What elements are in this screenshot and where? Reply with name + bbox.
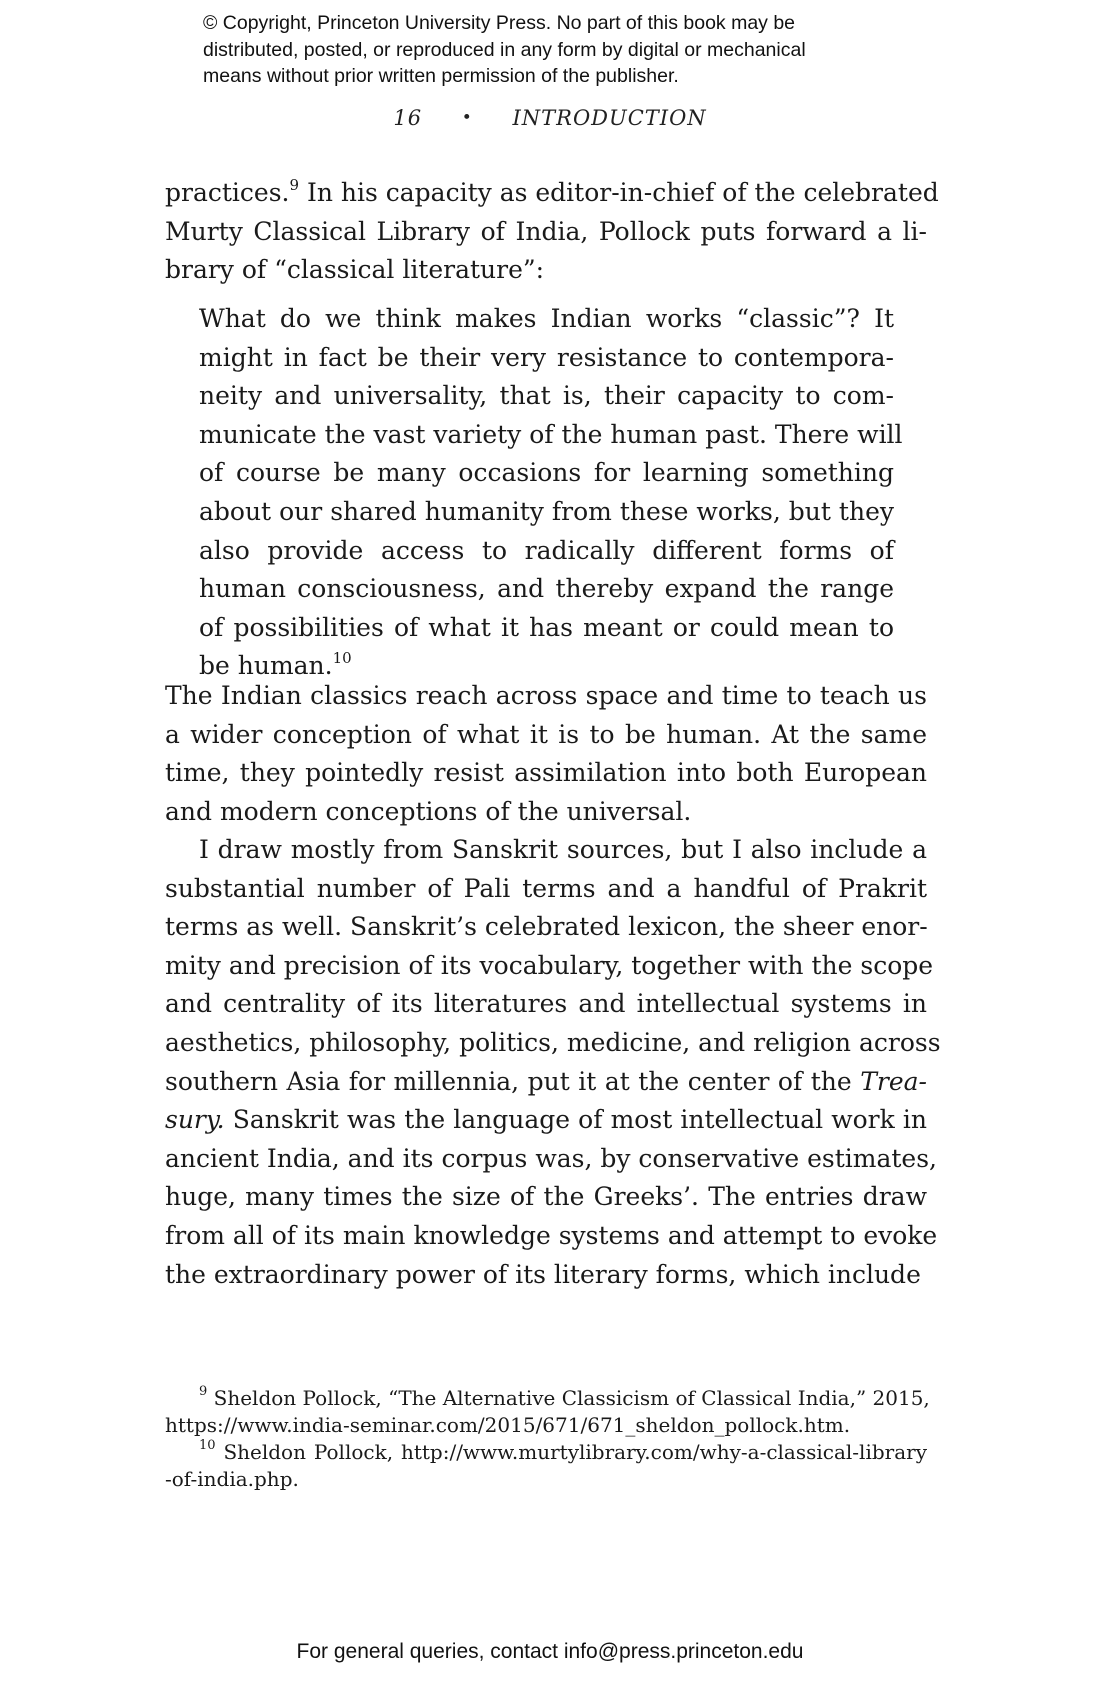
footnote-9: $^9$ Sheldon Pollock, “The Alternative Classicism of Classical India,” 2015, — [199, 1384, 930, 1410]
text-line: and centrality of its literatures and intellectual systems in — [165, 989, 927, 1019]
text-line: aesthetics, philosophy, politics, medicine, and religion across — [165, 1027, 941, 1057]
footnote-number: 9 — [199, 1384, 208, 1400]
text-line: I draw mostly from Sanskrit sources, but I also include a — [199, 835, 927, 864]
quote-line: human consciousness, and thereby expand the range — [199, 574, 894, 604]
text-line: Murty Classical Library of India, Pollock puts forward a li- — [165, 216, 927, 246]
text-line: the extraordinary power of its literary forms, which include — [165, 1259, 921, 1289]
text-line: terms as well. Sanskrit’s celebrated lexicon, the sheer enor- — [165, 912, 928, 942]
text-line: The Indian classics reach across space and time to teach us — [165, 681, 927, 710]
quote-line: of course be many occasions for learning something — [199, 458, 894, 488]
footnote-9-url[interactable]: https://www.india-seminar.com/2015/671/671_sheldon_pollock.htm. — [165, 1413, 851, 1437]
quote-line: of possibilities of what it has meant or could mean to — [199, 612, 894, 642]
text-line: and modern conceptions of the universal. — [165, 796, 692, 826]
running-head — [0, 106, 1100, 130]
paragraph-2 — [165, 677, 927, 831]
paragraph-1 — [165, 174, 939, 290]
text-line: southern Asia for millennia, put it at the center of the Trea- — [165, 1066, 927, 1096]
book-title-treasury: Trea- — [860, 1066, 927, 1096]
quote-line: What do we think makes Indian works “classic”? It — [199, 304, 894, 333]
footnotes — [165, 1384, 930, 1493]
copyright-line: distributed, posted, or reproduced in any form by digital or mechanical — [203, 38, 806, 61]
text-line: huge, many times the size of the Greeks’. The entries draw — [165, 1182, 927, 1212]
text-line: a wider conception of what it is to be human. At the same — [165, 719, 927, 749]
text-line: time, they pointedly resist assimilation into both European — [165, 758, 927, 788]
text-line: ancient India, and its corpus was, by conservative estimates, — [165, 1143, 937, 1173]
text-line: from all of its main knowledge systems and attempt to evoke — [165, 1220, 938, 1250]
copyright-line: means without prior written permission of the publisher. — [203, 65, 679, 87]
quote-line: municate the vast variety of the human past. There will — [199, 419, 903, 449]
copyright-notice — [203, 10, 923, 90]
section-title: INTRODUCTION — [512, 106, 707, 130]
quote-line: neity and universality, that is, their capacity to com- — [199, 381, 894, 411]
paragraph-3 — [165, 831, 941, 1294]
footnote-ref-9[interactable]: 9 — [289, 175, 300, 194]
book-title-treasury: sury. — [165, 1105, 225, 1135]
quote-line: might in fact be their very resistance to contempora- — [199, 342, 894, 372]
copyright-line: © Copyright, Princeton University Press. No part of this book may be — [203, 12, 796, 34]
footnote-10-url[interactable]: -of-india.php. — [165, 1467, 299, 1491]
text-line: sury. Sanskrit was the language of most intellectual work in — [165, 1105, 927, 1135]
footnote-ref-10[interactable]: 10 — [332, 649, 352, 668]
quote-line: be human.$^{10}$ — [199, 649, 352, 681]
page-number: 16 — [393, 106, 423, 130]
footer-contact: For general queries, contact info@press.princeton.edu — [296, 1640, 804, 1663]
text-line: mity and precision of its vocabulary, together with the scope — [165, 950, 934, 980]
bullet-separator: • — [461, 108, 473, 128]
footnote-10: $^{10}$ Sheldon Pollock, http://www.murtylibrary.com/why-a-classical-library — [199, 1438, 927, 1464]
footnote-number: 10 — [199, 1438, 216, 1454]
text-line: practices.$^9$ In his capacity as editor-in-chief of the celebrated — [165, 175, 939, 207]
text-line: brary of “classical literature”: — [165, 255, 545, 285]
quote-line: about our shared humanity from these works, but they — [199, 496, 894, 526]
quote-line: also provide access to radically different forms of — [199, 535, 894, 565]
text-line: substantial number of Pali terms and a handful of Prakrit — [165, 873, 927, 903]
block-quote — [199, 300, 903, 686]
